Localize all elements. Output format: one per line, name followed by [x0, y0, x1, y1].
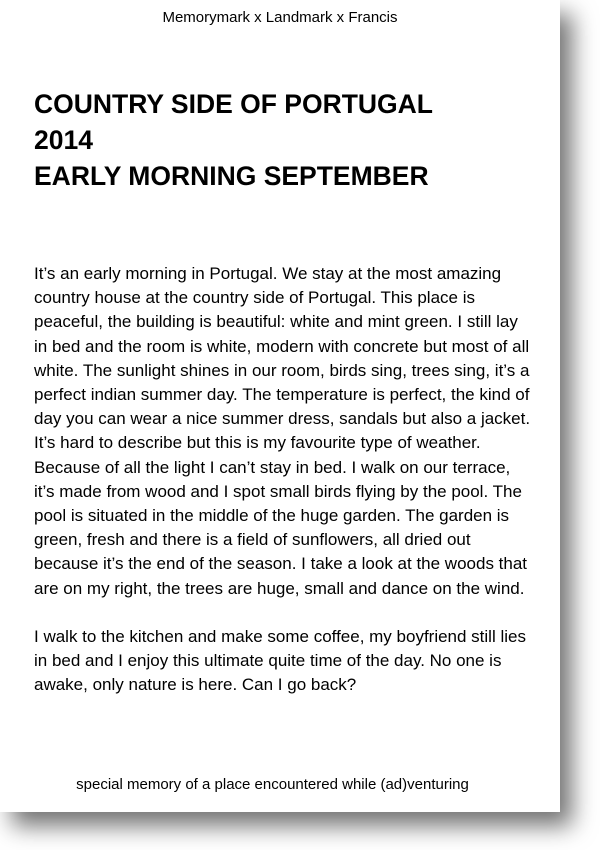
footer-caption: special memory of a place encountered while (ad)venturing — [76, 776, 469, 793]
paragraph-1: It’s an early morning in Portugal. We stay at the most amazing country house at the country side of Portugal. This place is peaceful, the building is beautiful: white and mint green. I still lay in bed and the room is white, modern with concrete but most of all white. The sunlight shines in our room, birds sing, trees sing, it’s a perfect indian summer day. The temperature is perfect, the kind of day you can wear a nice summer dress, sandals but also a jacket. It’s hard to describe but this is my favourite type of weather. Because of all the light I can’t stay in bed. I walk on our terrace, it’s made from wood and I spot small birds flying by the pool. The pool is situated in the middle of the huge garden. The garden is green, fresh and there is a field of sunflowers, all dried out because it’s the end of the season. I take a look at the woods that are on my right, the trees are huge, small and dance on the wind. — [34, 264, 531, 598]
document-body — [34, 262, 534, 721]
title-line-location: COUNTRY SIDE OF PORTUGAL — [34, 89, 433, 119]
document-title — [34, 86, 544, 194]
header-credit: Memorymark x Landmark x Francis — [162, 9, 398, 26]
title-line-year: 2014 — [34, 125, 93, 155]
title-line-time: EARLY MORNING SEPTEMBER — [34, 161, 429, 191]
paragraph-2: I walk to the kitchen and make some coffee, my boyfriend still lies in bed and I enjoy this ultimate quite time of the day. No one is awake, only nature is here. Can I go back? — [34, 626, 526, 695]
